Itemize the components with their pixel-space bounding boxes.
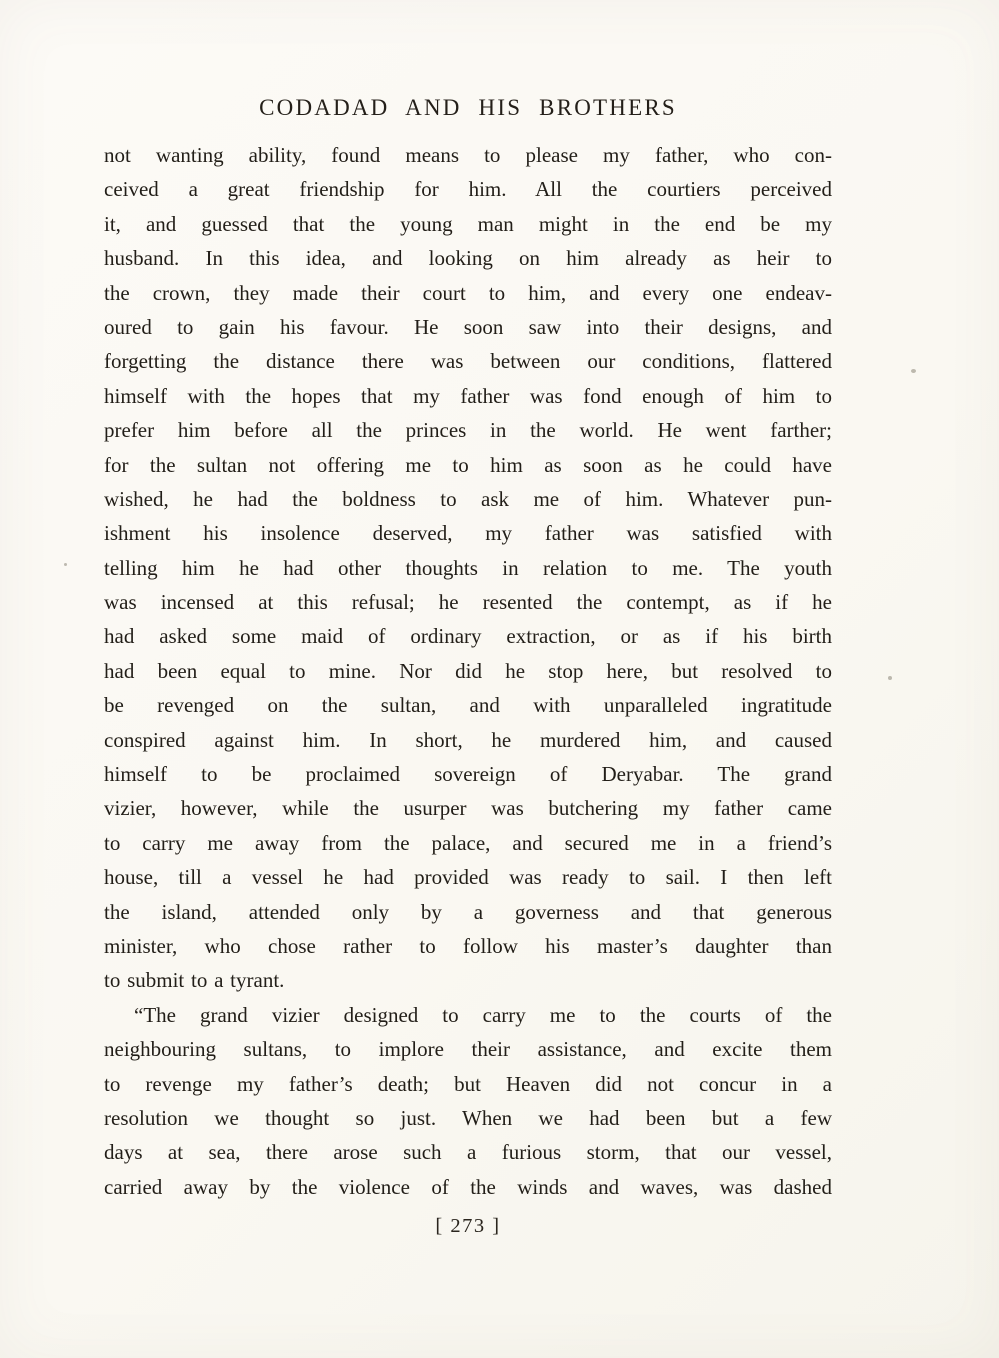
paragraph (104, 138, 832, 998)
text-line: the crown, they made their court to him, and every one endeav- (104, 280, 832, 305)
text-line: for the sultan not offering me to him as soon as he could have (104, 452, 832, 477)
text-line: house, till a vessel he had provided was ready to sail. I then left (104, 865, 832, 890)
text-line: prefer him before all the princes in the world. He went farther; (104, 418, 832, 443)
text-line: ishment his insolence deserved, my father was satisfied with (104, 521, 832, 546)
text-line: minister, who chose rather to follow his master’s daughter than (104, 933, 832, 958)
text-line: to carry me away from the palace, and secured me in a friend’s (104, 830, 832, 855)
text-column (104, 0, 832, 1238)
text-line: himself with the hopes that my father was fond enough of him to (104, 383, 832, 408)
text-line: to submit to a tyrant. (104, 968, 285, 993)
text-line: neighbouring sultans, to implore their assistance, and excite them (104, 1037, 832, 1062)
text-line: vizier, however, while the usurper was butchering my father came (104, 796, 832, 821)
text-line: “The grand vizier designed to carry me to the courts of the (134, 1002, 832, 1027)
text-line: it, and guessed that the young man might in the end be my (104, 211, 832, 236)
text-line: husband. In this idea, and looking on him already as heir to (104, 246, 832, 271)
text-line: was incensed at this refusal; he resented the contempt, as if he (104, 590, 832, 615)
running-head: CODADAD AND HIS BROTHERS (259, 95, 677, 120)
scan-speck (911, 369, 916, 373)
page-body (104, 138, 832, 1204)
text-line: not wanting ability, found means to please my father, who con- (104, 143, 832, 167)
page-number: [ 273 ] (435, 1215, 501, 1238)
text-line: oured to gain his favour. He soon saw into their designs, and (104, 314, 832, 339)
text-line: ceived a great friendship for him. All the courtiers perceived (104, 177, 832, 202)
paragraph (104, 998, 832, 1204)
text-line: to revenge my father’s death; but Heaven did not concur in a (104, 1071, 832, 1096)
text-line: forgetting the distance there was between our conditions, flattered (104, 349, 832, 374)
text-line: himself to be proclaimed sovereign of Deryabar. The grand (104, 762, 832, 787)
scan-speck (64, 563, 67, 566)
text-line: wished, he had the boldness to ask me of him. Whatever pun- (104, 486, 832, 511)
text-line: days at sea, there arose such a furious storm, that our vessel, (104, 1140, 832, 1165)
text-line: had been equal to mine. Nor did he stop here, but resolved to (104, 658, 832, 683)
text-line: telling him he had other thoughts in relation to me. The youth (104, 555, 832, 580)
text-line: had asked some maid of ordinary extraction, or as if his birth (104, 624, 832, 649)
text-line: carried away by the violence of the winds and waves, was dashed (104, 1174, 832, 1199)
text-line: the island, attended only by a governess and that generous (104, 899, 832, 924)
text-line: conspired against him. In short, he murdered him, and caused (104, 727, 832, 752)
scan-speck (888, 676, 892, 680)
text-line: resolution we thought so just. When we had been but a few (104, 1105, 832, 1130)
text-line: be revenged on the sultan, and with unparalleled ingratitude (104, 693, 832, 718)
